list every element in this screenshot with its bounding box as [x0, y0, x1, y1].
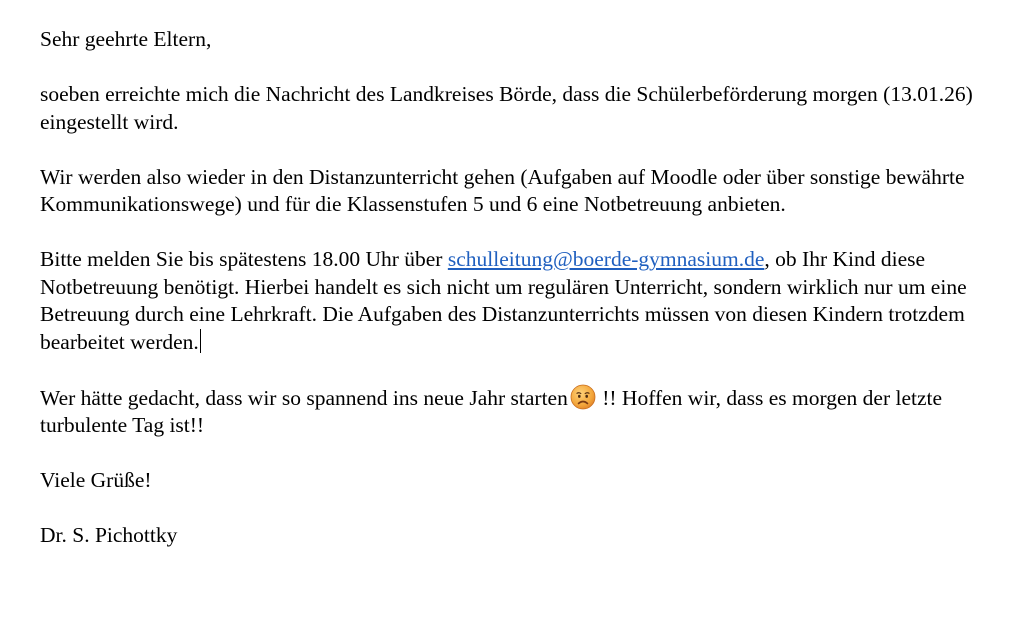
paragraph-4 [40, 384, 980, 440]
frowning-face-emoji-icon [570, 384, 596, 410]
paragraph-3-text-start: Bitte melden Sie bis spätestens 18.00 Uhr über [40, 247, 448, 271]
paragraph-2: Wir werden also wieder in den Distanzunterricht gehen (Aufgaben auf Moodle oder über sonstige bewährte Kommunikationswege) und für die Klassenstufen 5 und 6 eine Notbetreuung anbieten. [40, 164, 965, 216]
paragraph-3-text-end: , ob Ihr Kind diese Notbetreuung benötigt. Hierbei handelt es sich nicht um regulären Unterricht, sondern wirklich nur um eine Betreuung durch eine Lehrkraft. Die Aufgaben des Distanzunterrichts müssen von diesen Kindern trotzdem bearbeitet werden. [40, 247, 967, 354]
paragraph-4-text-end: !! Hoffen wir, dass es morgen der letzte turbulente Tag ist!! [40, 385, 943, 437]
greeting: Sehr geehrte Eltern, [40, 27, 212, 51]
signature: Dr. S. Pichottky [40, 523, 178, 547]
text-cursor [200, 329, 201, 353]
paragraph-3 [40, 246, 980, 356]
closing: Viele Grüße! [40, 468, 152, 492]
letter-body[interactable] [40, 26, 980, 577]
paragraph-4-text-start: Wer hätte gedacht, dass wir so spannend ins neue Jahr starten [40, 385, 568, 410]
paragraph-1: soeben erreichte mich die Nachricht des Landkreises Börde, dass die Schülerbeförderung morgen (13.01.26) eingestellt wird. [40, 82, 973, 134]
email-link[interactable]: schulleitung@boerde-gymnasium.de [447, 247, 765, 271]
